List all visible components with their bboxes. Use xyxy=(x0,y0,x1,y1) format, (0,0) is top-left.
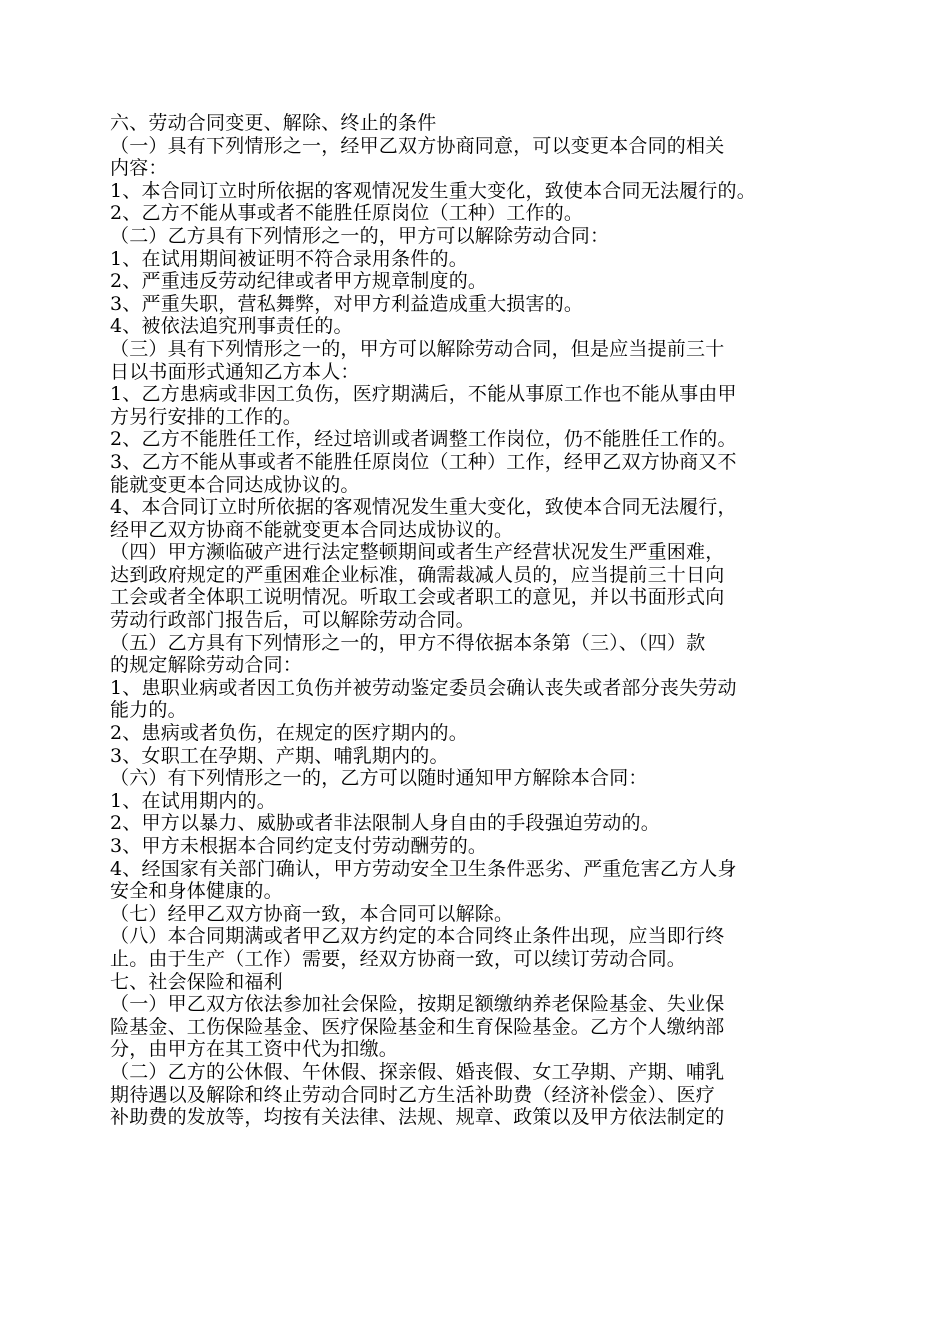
text-line: 1、在试用期内的。 xyxy=(110,789,276,812)
text-line: （七）经甲乙双方协商一致，本合同可以解除。 xyxy=(110,902,514,925)
text-line: 1、患职业病或者因工负伤并被劳动鉴定委员会确认丧失或者部分丧失劳动 xyxy=(110,676,737,699)
text-line: 险基金、工伤保险基金、医疗保险基金和生育保险基金。乙方个人缴纳部 xyxy=(110,1015,725,1038)
text-line: 4、本合同订立时所依据的客观情况发生重大变化，致使本合同无法履行， xyxy=(110,496,737,519)
text-line: 止。由于生产（工作）需要，经双方协商一致，可以续订劳动合同。 xyxy=(110,947,687,970)
text-line: 2、严重违反劳动纪律或者甲方规章制度的。 xyxy=(110,270,488,293)
text-line: 期待遇以及解除和终止劳动合同时乙方生活补助费（经济补偿金）、医疗 xyxy=(110,1083,715,1106)
text-line: 1、本合同订立时所依据的客观情况发生重大变化，致使本合同无法履行的。 xyxy=(110,179,756,202)
text-line: 七、社会保险和福利 xyxy=(110,970,283,993)
text-line: （三）具有下列情形之一的，甲方可以解除劳动合同，但是应当提前三十 xyxy=(110,337,725,360)
text-line: （一）具有下列情形之一，经甲乙双方协商同意，可以变更本合同的相关 xyxy=(110,134,725,157)
text-line: （二）乙方的公休假、午休假、探亲假、婚丧假、女工孕期、产期、哺乳 xyxy=(110,1060,725,1083)
document-body xyxy=(110,112,850,1129)
text-line: 2、患病或者负伤，在规定的医疗期内的。 xyxy=(110,722,468,745)
text-line: 2、甲方以暴力、威胁或者非法限制人身自由的手段强迫劳动的。 xyxy=(110,812,660,835)
text-line: 工会或者全体职工说明情况。听取工会或者职工的意见，并以书面形式向 xyxy=(110,586,725,609)
text-line: 1、在试用期间被证明不符合录用条件的。 xyxy=(110,247,468,270)
text-line: 内容： xyxy=(110,157,168,180)
text-line: 2、乙方不能胜任工作，经过培训或者调整工作岗位，仍不能胜任工作的。 xyxy=(110,428,737,451)
text-line: （一）甲乙双方依法参加社会保险，按期足额缴纳养老保险基金、失业保 xyxy=(110,993,725,1016)
text-line: 1、乙方患病或非因工负伤，医疗期满后，不能从事原工作也不能从事由甲 xyxy=(110,383,737,406)
text-line: 2、乙方不能从事或者不能胜任原岗位（工种）工作的。 xyxy=(110,202,584,225)
text-line: 劳动行政部门报告后，可以解除劳动合同。 xyxy=(110,609,475,632)
text-line: 3、甲方未根据本合同约定支付劳动酬劳的。 xyxy=(110,835,488,857)
text-line: 3、乙方不能从事或者不能胜任原岗位（工种）工作，经甲乙双方协商又不 xyxy=(110,450,737,473)
text-line: （八）本合同期满或者甲乙双方约定的本合同终止条件出现，应当即行终 xyxy=(110,925,725,948)
text-line: 的规定解除劳动合同： xyxy=(110,654,303,677)
text-line: 3、女职工在孕期、产期、哺乳期内的。 xyxy=(110,744,449,767)
text-line: （二）乙方具有下列情形之一的，甲方可以解除劳动合同： xyxy=(110,224,610,247)
text-line: 达到政府规定的严重困难企业标准，确需裁减人员的，应当提前三十日向 xyxy=(110,563,725,586)
text-line: 4、经国家有关部门确认，甲方劳动安全卫生条件恶劣、严重危害乙方人身 xyxy=(110,857,737,880)
text-line: （四）甲方濒临破产进行法定整顿期间或者生产经营状况发生严重困难， xyxy=(110,541,725,564)
text-line: 能就变更本合同达成协议的。 xyxy=(110,473,360,496)
text-line: 4、被依法追究刑事责任的。 xyxy=(110,315,353,338)
text-line: 3、严重失职，营私舞弊，对甲方利益造成重大损害的。 xyxy=(110,292,584,315)
text-line: 能力的。 xyxy=(110,699,187,722)
text-line: 分，由甲方在其工资中代为扣缴。 xyxy=(110,1038,399,1061)
text-line: （六）有下列情形之一的，乙方可以随时通知甲方解除本合同： xyxy=(110,767,648,790)
text-line: 补助费的发放等，均按有关法律、法规、规章、政策以及甲方依法制定的 xyxy=(110,1106,725,1129)
text-line: 方另行安排的工作的。 xyxy=(110,405,303,428)
text-line: 六、劳动合同变更、解除、终止的条件 xyxy=(110,112,437,134)
text-line: 经甲乙双方协商不能就变更本合同达成协议的。 xyxy=(110,518,514,541)
text-line: 安全和身体健康的。 xyxy=(110,880,283,903)
text-line: 日以书面形式通知乙方本人： xyxy=(110,360,360,383)
text-line: （五）乙方具有下列情形之一的，甲方不得依据本条第（三）、（四）款 xyxy=(110,631,706,654)
